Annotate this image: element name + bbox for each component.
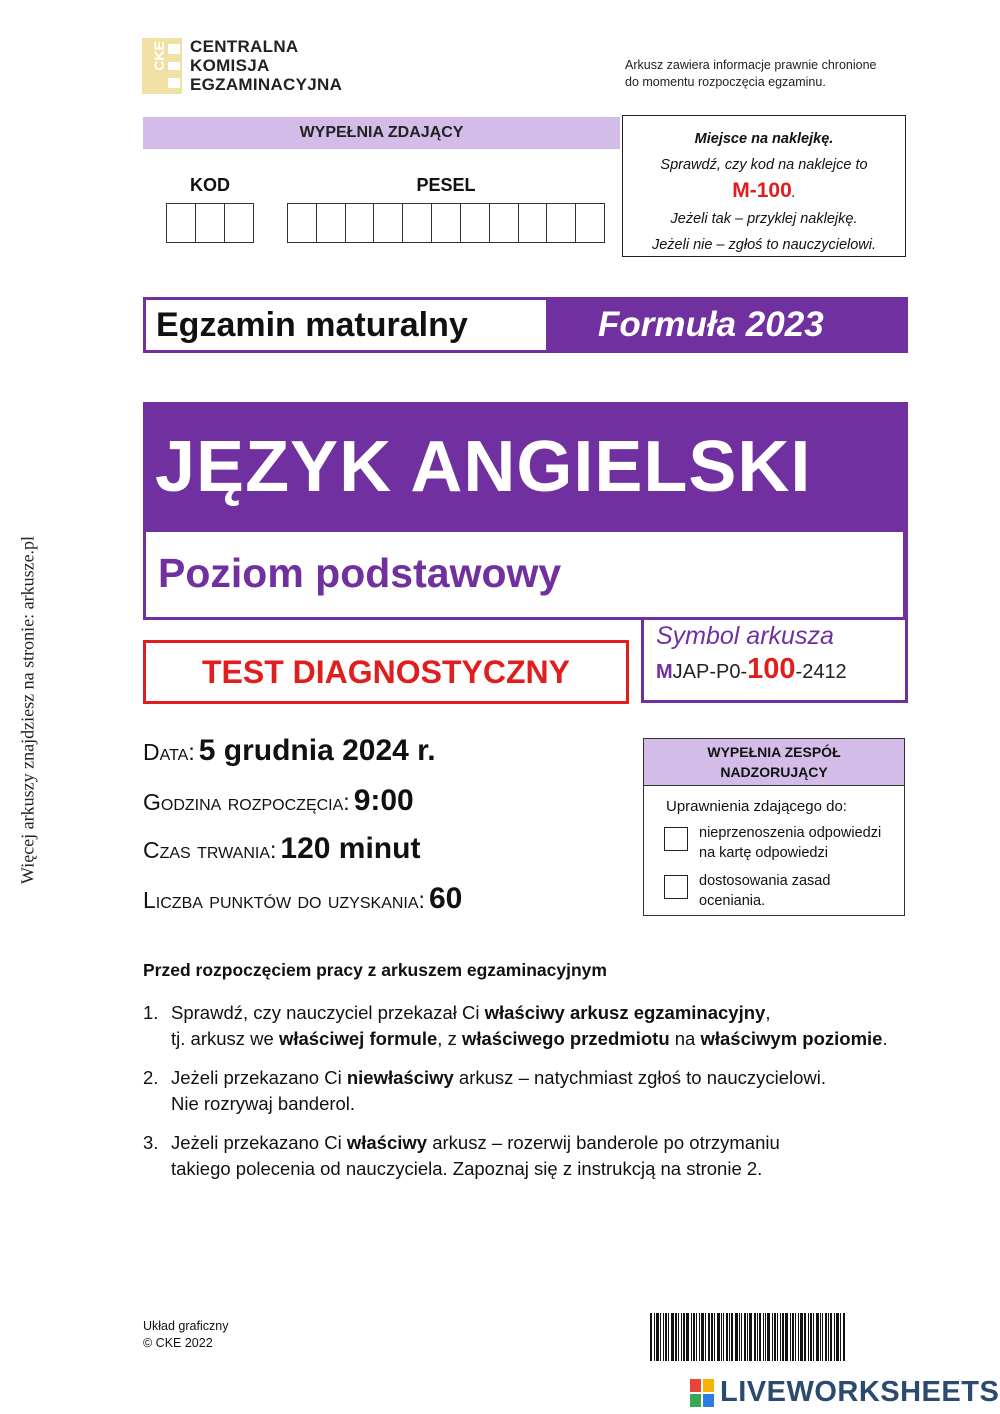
option-adjusted-grading bbox=[664, 871, 904, 911]
legal-notice bbox=[625, 57, 877, 91]
duration-row bbox=[143, 832, 420, 866]
sticker-line: Jeżeli nie – zgłoś to nauczycielowi. bbox=[651, 237, 877, 253]
instruction-item: 2. Jeżeli przekazano Ci niewłaściwy arkusz – natychmiast zgłoś to nauczycielowi. Nie rozrywaj banderol. bbox=[143, 1065, 903, 1117]
start-label: Godzina rozpoczęcia: bbox=[143, 789, 350, 815]
sticker-line: Jeżeli tak – przyklej naklejkę. bbox=[670, 211, 858, 227]
sticker-line: Sprawdź, czy kod na naklejce to bbox=[660, 157, 868, 173]
instructions-list bbox=[143, 1000, 903, 1195]
candidate-section-header: WYPEŁNIA ZDAJĄCY bbox=[143, 117, 620, 149]
points-value: 60 bbox=[428, 882, 463, 915]
legal-line: Arkusz zawiera informacje prawnie chronione bbox=[625, 58, 877, 72]
date-value: 5 grudnia 2024 r. bbox=[198, 734, 436, 767]
symbol-suffix: -2412 bbox=[795, 661, 847, 683]
copyright bbox=[143, 1318, 228, 1352]
logo-line: CENTRALNA bbox=[190, 37, 299, 56]
option-label: na kartę odpowiedzi bbox=[699, 845, 828, 861]
instruction-item: 1. Sprawdź, czy nauczyciel przekazał Ci właściwy arkusz egzaminacyjny, tj. arkusz we właściwej formule, z właściwego przedmiotu na właściwym poziomie. bbox=[143, 1000, 903, 1052]
symbol-prefix: JAP-P0- bbox=[672, 661, 748, 683]
adjusted-grading-checkbox[interactable] bbox=[664, 875, 688, 899]
barcode-icon bbox=[650, 1313, 906, 1361]
exam-banner bbox=[143, 297, 908, 353]
option-no-transfer bbox=[664, 823, 904, 863]
sticker-code: M-100 bbox=[732, 179, 792, 202]
side-note: Więcej arkuszy znajdziesz na stronie: arkusze.pl bbox=[17, 535, 38, 885]
supervisors-box bbox=[643, 738, 905, 916]
liveworksheets-logo-icon bbox=[690, 1379, 714, 1407]
instructions-header: Przed rozpoczęciem pracy z arkuszem egzaminacyjnym bbox=[143, 960, 607, 980]
kod-label: KOD bbox=[190, 175, 230, 195]
supervisors-header-line: WYPEŁNIA ZESPÓŁ bbox=[707, 744, 841, 760]
option-label: dostosowania zasad bbox=[699, 873, 831, 889]
option-label: oceniania. bbox=[699, 893, 766, 909]
sticker-title: Miejsce na naklejkę. bbox=[694, 131, 834, 147]
exam-name: Egzamin maturalny bbox=[146, 300, 546, 350]
instruction-item: 3. Jeżeli przekazano Ci właściwy arkusz – rozerwij banderole po otrzymaniu takiego polecenia od nauczyciela. Zapoznaj się z instrukcją na stronie 2. bbox=[143, 1130, 903, 1182]
start-row bbox=[143, 784, 414, 818]
pesel-input[interactable] bbox=[287, 203, 605, 243]
start-value: 9:00 bbox=[353, 784, 414, 817]
option-label: nieprzenoszenia odpowiedzi bbox=[699, 825, 882, 841]
points-row bbox=[143, 882, 462, 916]
date-label: Data: bbox=[143, 739, 195, 765]
supervisors-header bbox=[644, 739, 904, 786]
instruction-number: 1. bbox=[143, 1002, 159, 1023]
date-row bbox=[143, 734, 436, 768]
duration-value: 120 minut bbox=[280, 832, 421, 865]
symbol-label: Symbol arkusza bbox=[656, 622, 834, 650]
subject-level: Poziom podstawowy bbox=[158, 550, 562, 596]
supervisors-subtitle: Uprawnienia zdającego do: bbox=[666, 798, 847, 815]
symbol-box bbox=[641, 618, 908, 703]
cke-logo-text bbox=[190, 37, 342, 94]
test-type: TEST DIAGNOSTYCZNY bbox=[143, 640, 629, 704]
copyright-line: © CKE 2022 bbox=[143, 1336, 213, 1350]
points-label: Liczba punktów do uzyskania: bbox=[143, 887, 425, 913]
subject-title: JĘZYK ANGIELSKI bbox=[155, 427, 812, 507]
duration-label: Czas trwania: bbox=[143, 837, 277, 863]
logo-line: EGZAMINACYJNA bbox=[190, 75, 343, 94]
instruction-number: 3. bbox=[143, 1132, 159, 1153]
kod-input[interactable] bbox=[166, 203, 254, 243]
sticker-area bbox=[622, 115, 906, 257]
pesel-label: PESEL bbox=[416, 175, 476, 195]
liveworksheets-watermark bbox=[690, 1376, 999, 1409]
legal-line: do momentu rozpoczęcia egzaminu. bbox=[625, 75, 826, 89]
logo-mark-text: CKE bbox=[150, 41, 167, 71]
symbol-number: 100 bbox=[747, 653, 796, 685]
no-transfer-checkbox[interactable] bbox=[664, 827, 688, 851]
level-box bbox=[146, 532, 903, 617]
symbol-code bbox=[656, 653, 905, 686]
supervisors-header-line: NADZORUJĄCY bbox=[720, 764, 828, 780]
liveworksheets-text: LIVEWORKSHEETS bbox=[720, 1376, 1000, 1408]
subject-banner bbox=[143, 402, 908, 620]
sticker-code-suffix: . bbox=[791, 185, 796, 201]
logo-line: KOMISJA bbox=[190, 56, 270, 75]
instruction-number: 2. bbox=[143, 1067, 159, 1088]
cke-logo-mark bbox=[142, 38, 182, 94]
exam-formula: Formuła 2023 bbox=[598, 305, 824, 344]
symbol-prefix-m: M bbox=[656, 661, 673, 683]
copyright-line: Układ graficzny bbox=[143, 1319, 229, 1333]
